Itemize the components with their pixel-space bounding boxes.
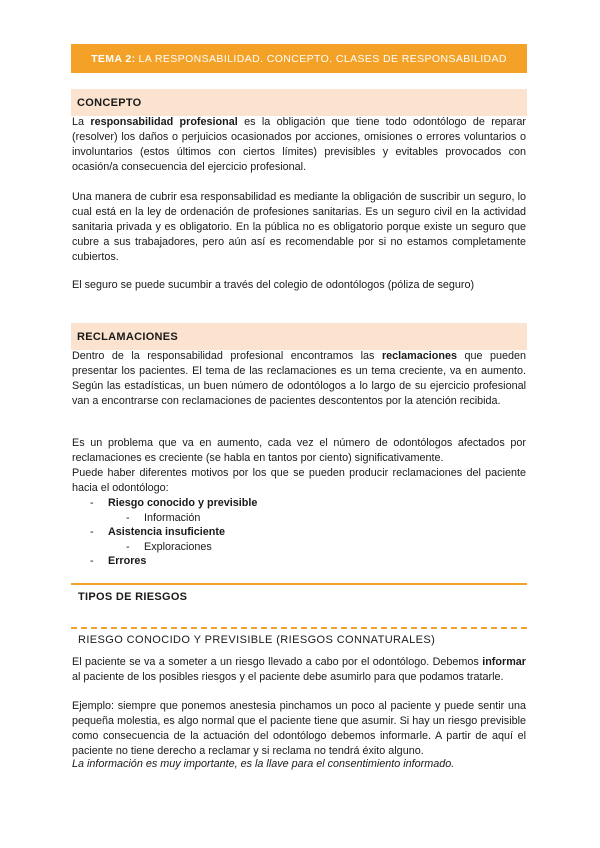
motivos-list bbox=[72, 496, 526, 569]
italic-note: La información es muy importante, es la llave para el consentimiento informado. bbox=[72, 758, 455, 770]
tipos-paragraph-2: Ejemplo: siempre que ponemos anestesia pinchamos un poco al paciente y puede sentir una pequeña molestia, es algo normal que el paciente tiene que asumir. Si hay un riesgo previsible como consecuencia de la actuación del odontólogo debemos informarle. A partir de aquí el paciente no tiene derecho a reclamar y si reclama no tendrá éxito alguno. bbox=[72, 700, 526, 757]
section-divider bbox=[71, 583, 527, 585]
list-subitem: - Información bbox=[72, 511, 526, 526]
text-run: La bbox=[72, 116, 91, 128]
tipos-paragraph-1 bbox=[72, 655, 526, 685]
section-heading-reclamaciones: RECLAMACIONES bbox=[71, 323, 527, 350]
bold-term: responsabilidad profesional bbox=[90, 116, 238, 128]
subsection-heading-riesgo-conocido: RIESGO CONOCIDO Y PREVISIBLE (RIESGOS CONNATURALES) bbox=[78, 634, 436, 646]
section-heading-tipos-de-riesgos: TIPOS DE RIESGOS bbox=[78, 591, 188, 603]
text-run: al paciente de los posibles riesgos y el paciente debe asumirlo para que podamos tratarle. bbox=[72, 671, 504, 683]
bold-term: reclamaciones bbox=[381, 350, 457, 362]
topic-title: LA RESPONSABILIDAD. CONCEPTO. CLASES DE RESPONSABILIDAD bbox=[138, 52, 507, 65]
topic-number: TEMA 2: bbox=[91, 52, 136, 65]
text-run: que pueden presentar los pacientes. El tema de las reclamaciones es un tema creciente, va en aumento. Según las estadísticas, un buen número de odontólogos a lo largo de su ejercicio profesional van a encontrarse con reclamaciones de pacientes descontentos por la atención recibida. bbox=[72, 350, 526, 407]
reclamaciones-paragraph-2: Es un problema que va en aumento, cada vez el número de odontólogos afectados por reclamaciones es creciente (se habla en tantos por ciento) significativamente. bbox=[72, 437, 526, 464]
bold-term: informar bbox=[482, 656, 526, 668]
concepto-paragraph-3: El seguro se puede sucumbir a través del colegio de odontólogos (póliza de seguro) bbox=[72, 279, 475, 291]
section-heading-concepto: CONCEPTO bbox=[71, 89, 527, 116]
text-run: El paciente se va a someter a un riesgo llevado a cabo por el odontólogo. Debemos bbox=[72, 656, 483, 668]
concepto-paragraph-2: Una manera de cubrir esa responsabilidad es mediante la obligación de suscribir un seguro, lo cual está en la ley de ordenación de profesiones sanitarias. Es un seguro civil en la actividad sanitaria privada y es obligatorio. En la pública no es obligatorio porque existe un seguro que cubre a sus trabajadores, pero aún así es recomendable por si no estamos completamente cubiertos. bbox=[72, 191, 526, 263]
reclamaciones-paragraph-1 bbox=[72, 349, 526, 409]
text-run: Dentro de la responsabilidad profesional encontramos las bbox=[72, 350, 382, 362]
list-item: - Errores bbox=[72, 554, 526, 569]
topic-title-banner bbox=[71, 44, 527, 73]
text-run: es la obligación que tiene todo odontólogo de reparar (resolver) los daños o perjuicios ocasionados por acciones, omisiones o errores voluntarios o involuntarios (estos últimos con ciertos límites) previsibles y evitables provocados con ocasión/a consecuencia del ejercicio profesional. bbox=[72, 116, 526, 173]
list-subitem: - Exploraciones bbox=[72, 540, 526, 555]
list-item: - Riesgo conocido y previsible bbox=[72, 496, 526, 511]
dashed-divider bbox=[71, 627, 527, 629]
list-item: - Asistencia insuficiente bbox=[72, 525, 526, 540]
reclamaciones-paragraph-3: Puede haber diferentes motivos por los que se pueden producir reclamaciones del paciente hacia el odontólogo: bbox=[72, 467, 526, 494]
concepto-paragraph-1 bbox=[72, 115, 526, 175]
